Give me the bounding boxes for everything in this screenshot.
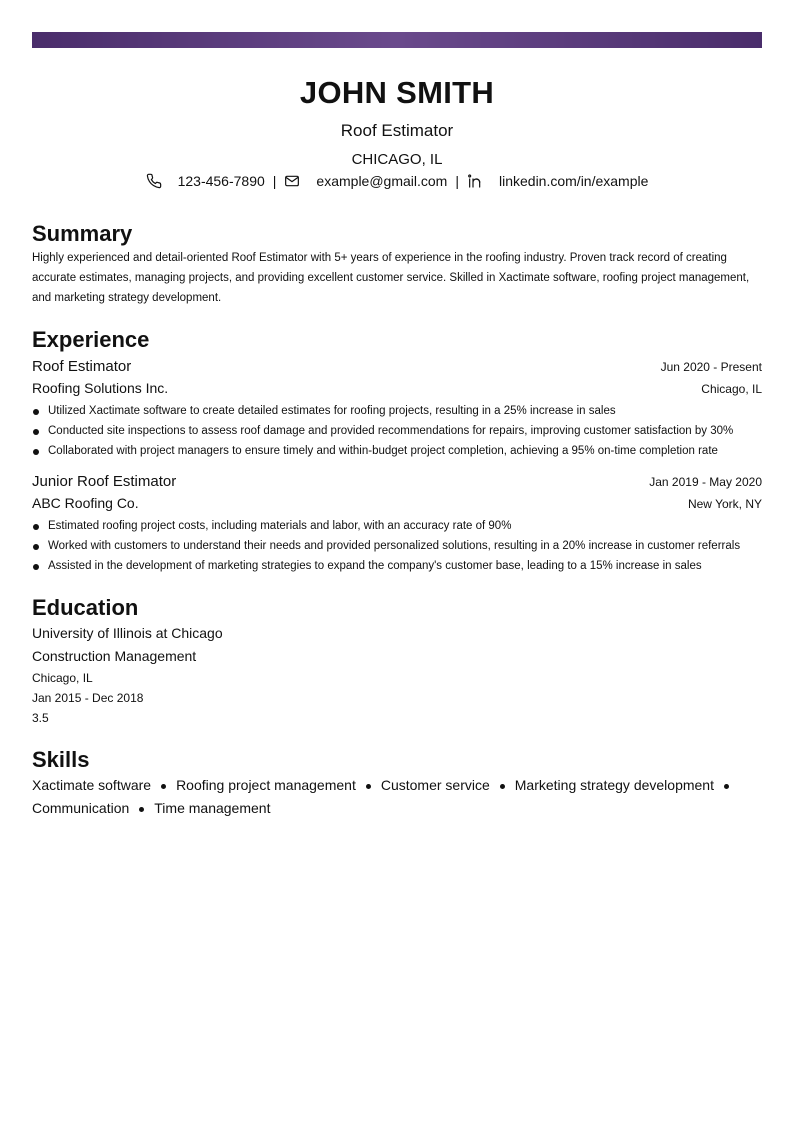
phone-number[interactable]: 123-456-7890 [177, 173, 265, 189]
skill-separator [366, 784, 371, 789]
skill-item: Roofing project management [176, 777, 356, 793]
job-company: Roofing Solutions Inc. [32, 380, 169, 396]
list-item [32, 403, 762, 419]
job-entry [32, 356, 762, 459]
email-link[interactable]: example@gmail.com [316, 173, 448, 189]
bullet-dot [33, 544, 39, 550]
contact-line [32, 172, 762, 190]
job-subheader [32, 493, 762, 514]
candidate-location: CHICAGO, IL [351, 151, 443, 168]
section-title-skills: Skills [32, 747, 90, 772]
experience-section [32, 326, 762, 574]
education-dates: Jan 2015 - Dec 2018 [32, 691, 144, 705]
skill-item: Xactimate software [32, 777, 152, 793]
education-degree: Construction Management [32, 648, 197, 664]
skill-item: Time management [154, 800, 271, 816]
list-item [32, 558, 762, 574]
skills-list [32, 774, 762, 820]
bullet-text: Utilized Xactimate software to create detailed estimates for roofing projects, resulting in a 25% increase in sales [48, 405, 616, 417]
bullet-text: Estimated roofing project costs, including materials and labor, with an accuracy rate of 90% [48, 520, 512, 532]
accent-bar [32, 32, 762, 48]
section-title-summary: Summary [32, 221, 133, 246]
section-title-education: Education [32, 595, 139, 620]
bullet-dot [33, 524, 39, 530]
skill-separator [500, 784, 505, 789]
job-entry [32, 471, 762, 574]
job-role: Roof Estimator [340, 121, 454, 140]
bullet-dot [33, 449, 39, 455]
job-location: Chicago, IL [701, 382, 762, 396]
bullet-dot [33, 564, 39, 570]
skills-section [32, 746, 762, 820]
contact-separator: | [455, 173, 459, 189]
skill-item: Communication [32, 800, 130, 816]
education-gpa: 3.5 [32, 711, 49, 725]
job-dates: Jan 2019 - May 2020 [649, 475, 762, 489]
job-bullets [32, 518, 762, 574]
job-title: Junior Roof Estimator [32, 473, 177, 490]
bullet-text: Assisted in the development of marketing strategies to expand the company's customer base, leading to a 15% increase in sales [48, 560, 702, 572]
summary-text: Highly experienced and detail-oriented Roof Estimator with 5+ years of experience in the roofing industry. Proven track record of creating accurate estimates, managing projects, and providing excellent customer service. Skilled in Xactimate software, roofing project management, and marketing strategy development. [32, 252, 750, 304]
education-school: University of Illinois at Chicago [32, 625, 223, 641]
bullet-text: Collaborated with project managers to ensure timely and within-budget project completion, achieving a 95% on-time completion rate [48, 445, 718, 457]
job-subheader [32, 378, 762, 399]
list-item [32, 538, 762, 554]
job-bullets [32, 403, 762, 459]
list-item [32, 518, 762, 534]
mail-icon [284, 173, 300, 189]
section-title-experience: Experience [32, 327, 150, 352]
skill-separator [139, 807, 144, 812]
skill-item: Customer service [380, 777, 490, 793]
job-title: Roof Estimator [32, 358, 132, 375]
bullet-text: Conducted site inspections to assess roof damage and provided recommendations for repairs, improving customer satisfaction by 30% [48, 425, 734, 437]
contact-separator: | [272, 173, 277, 189]
job-dates: Jun 2020 - Present [660, 360, 762, 374]
job-company: ABC Roofing Co. [32, 495, 139, 511]
list-item [32, 423, 762, 439]
education-location: Chicago, IL [32, 671, 93, 685]
candidate-name: JOHN SMITH [299, 75, 495, 110]
education-section [32, 594, 762, 728]
summary-section [32, 220, 762, 308]
resume-content [32, 74, 762, 820]
skill-item: Marketing strategy development [514, 777, 714, 793]
job-location: New York, NY [687, 497, 762, 511]
skill-separator [724, 784, 729, 789]
linkedin-icon [467, 173, 483, 189]
bullet-text: Worked with customers to understand their needs and provided personalized solutions, resulting in a 20% increase in customer referrals [48, 540, 741, 552]
list-item [32, 443, 762, 459]
bullet-dot [33, 409, 39, 415]
linkedin-link[interactable]: linkedin.com/in/example [498, 173, 649, 189]
job-header [32, 471, 762, 493]
resume-header [32, 74, 762, 190]
job-header [32, 356, 762, 378]
bullet-dot [33, 429, 39, 435]
skill-separator [161, 784, 166, 789]
phone-icon [146, 173, 162, 189]
